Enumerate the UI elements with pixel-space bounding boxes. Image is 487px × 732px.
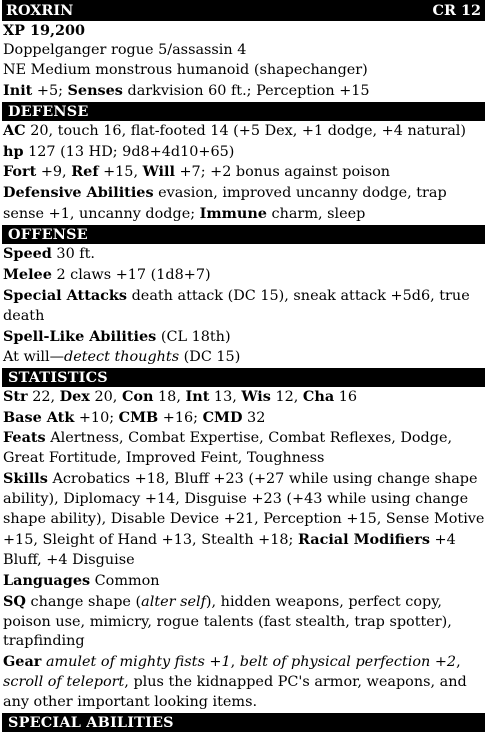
init-label: Init xyxy=(3,81,33,99)
gear-label: Gear xyxy=(3,653,42,671)
ref-value: +15, xyxy=(98,164,143,181)
racial-modifiers-value: +4 Bluff, +4 Disguise xyxy=(3,531,456,568)
cmd-value: 32 xyxy=(242,409,266,426)
creature-name: ROXRIN xyxy=(6,2,74,19)
cmb-value: +16; xyxy=(158,409,203,426)
sq-line xyxy=(2,592,485,653)
languages-value: Common xyxy=(90,572,160,589)
at-will-suffix: (DC 15) xyxy=(179,348,241,365)
will-value: +7; +2 bonus against poison xyxy=(174,164,391,181)
section-statistics: STATISTICS xyxy=(2,368,485,387)
dex-value: 20, xyxy=(89,388,122,405)
defensive-abilities-line xyxy=(2,183,485,225)
fort-value: +9, xyxy=(36,164,72,181)
melee-value: 2 claws +17 (1d8+7) xyxy=(51,267,211,284)
section-offense: OFFENSE xyxy=(2,225,485,244)
skills-label: Skills xyxy=(3,470,48,488)
at-will-line xyxy=(2,348,485,368)
defensive-abilities-value: evasion, improved uncanny dodge, trap sense +1, uncanny dodge; xyxy=(3,185,447,223)
gear-item-amulet: amulet of mighty fists +1 xyxy=(45,654,231,671)
sq-label: SQ xyxy=(3,592,26,610)
wis-value: 12, xyxy=(270,388,303,405)
languages-line xyxy=(2,571,485,592)
spell-like-label: Spell-Like Abilities xyxy=(3,327,157,345)
gear-rest: , plus the kidnapped PC's armor, weapons, and any other important looking items. xyxy=(3,674,467,711)
immune-label: Immune xyxy=(199,205,267,223)
con-label: Con xyxy=(121,387,154,405)
init-value: +5; xyxy=(32,82,68,99)
class-line: Doppelganger rogue 5/assassin 4 xyxy=(3,41,247,58)
int-value: 13, xyxy=(209,388,242,405)
gear-item-belt: belt of physical perfection +2 xyxy=(239,654,457,671)
gear-line xyxy=(2,652,485,713)
at-will-prefix: At will— xyxy=(3,348,65,365)
con-value: 18, xyxy=(153,388,186,405)
wis-label: Wis xyxy=(241,387,271,405)
cha-label: Cha xyxy=(302,387,335,405)
stat-block xyxy=(2,0,485,732)
special-attacks-line xyxy=(2,286,485,327)
stat-block-header xyxy=(2,0,485,21)
gear-separator: , xyxy=(456,654,461,671)
at-will-spell: detect thoughts xyxy=(64,348,180,365)
cha-value: 16 xyxy=(334,388,358,405)
speed-label: Speed xyxy=(3,245,52,263)
hp-label: hp xyxy=(3,142,24,160)
melee-line xyxy=(2,265,485,286)
bab-label: Base Atk xyxy=(3,408,75,426)
senses-label: Senses xyxy=(67,81,123,99)
feats-line xyxy=(2,428,485,469)
int-label: Int xyxy=(185,387,210,405)
skills-value: Acrobatics +18, Bluff +23 (+27 while using change shape ability), Diplomacy +14, Disguise +23 (+43 while using change shape ability), Disable Device +21, Perception +15, Sense Motive +15, Sleight of Hand +13, Stealth +18; xyxy=(3,471,485,548)
spell-like-line xyxy=(2,327,485,348)
bab-value: +10; xyxy=(74,409,119,426)
ac-label: AC xyxy=(3,121,26,139)
init-line xyxy=(2,81,485,102)
feats-value: Alertness, Combat Expertise, Combat Reflexes, Dodge, Great Fortitude, Improved Feint, Toughness xyxy=(3,430,453,467)
hp-line xyxy=(2,142,485,163)
type-line: NE Medium monstrous humanoid (shapechanger) xyxy=(3,61,368,78)
cmd-label: CMD xyxy=(202,408,243,426)
fort-label: Fort xyxy=(3,163,37,181)
str-value: 22, xyxy=(27,388,60,405)
xp-line: XP 19,200 xyxy=(3,22,86,39)
melee-label: Melee xyxy=(3,266,52,284)
gear-separator: , xyxy=(230,654,240,671)
combat-stats-line xyxy=(2,408,485,429)
gear-item-scroll: scroll of teleport xyxy=(3,674,125,691)
sq-alter-self: alter self xyxy=(141,593,206,610)
special-attacks-value: death attack (DC 15), sneak attack +5d6, true death xyxy=(3,287,470,324)
cmb-label: CMB xyxy=(118,408,159,426)
will-label: Will xyxy=(142,163,175,181)
languages-label: Languages xyxy=(3,571,91,589)
spell-like-value: (CL 18th) xyxy=(156,328,231,345)
special-attacks-label: Special Attacks xyxy=(3,286,128,304)
feats-label: Feats xyxy=(3,429,46,447)
defensive-abilities-label: Defensive Abilities xyxy=(3,184,154,202)
ac-line xyxy=(2,121,485,142)
sq-prefix: change shape ( xyxy=(25,593,142,610)
sq-rest: ), hidden weapons, perfect copy, poison use, mimicry, rogue talents (fast stealth, trap spotter), trapfinding xyxy=(3,593,452,650)
immune-value: charm, sleep xyxy=(266,206,366,223)
section-special-abilities: SPECIAL ABILITIES xyxy=(2,713,485,732)
speed-line xyxy=(2,244,485,265)
skills-line xyxy=(2,469,485,571)
speed-value: 30 ft. xyxy=(51,246,95,263)
challenge-rating: CR 12 xyxy=(432,2,481,19)
saves-line xyxy=(2,162,485,183)
ac-value: 20, touch 16, flat-footed 14 (+5 Dex, +1 dodge, +4 natural) xyxy=(25,122,467,139)
hp-value: 127 (13 HD; 9d8+4d10+65) xyxy=(23,143,235,160)
senses-value: darkvision 60 ft.; Perception +15 xyxy=(122,82,370,99)
racial-modifiers-label: Racial Modifiers xyxy=(297,530,430,548)
ability-scores-line xyxy=(2,387,485,408)
str-label: Str xyxy=(3,387,28,405)
ref-label: Ref xyxy=(71,163,99,181)
section-defense: DEFENSE xyxy=(2,102,485,121)
dex-label: Dex xyxy=(59,387,90,405)
